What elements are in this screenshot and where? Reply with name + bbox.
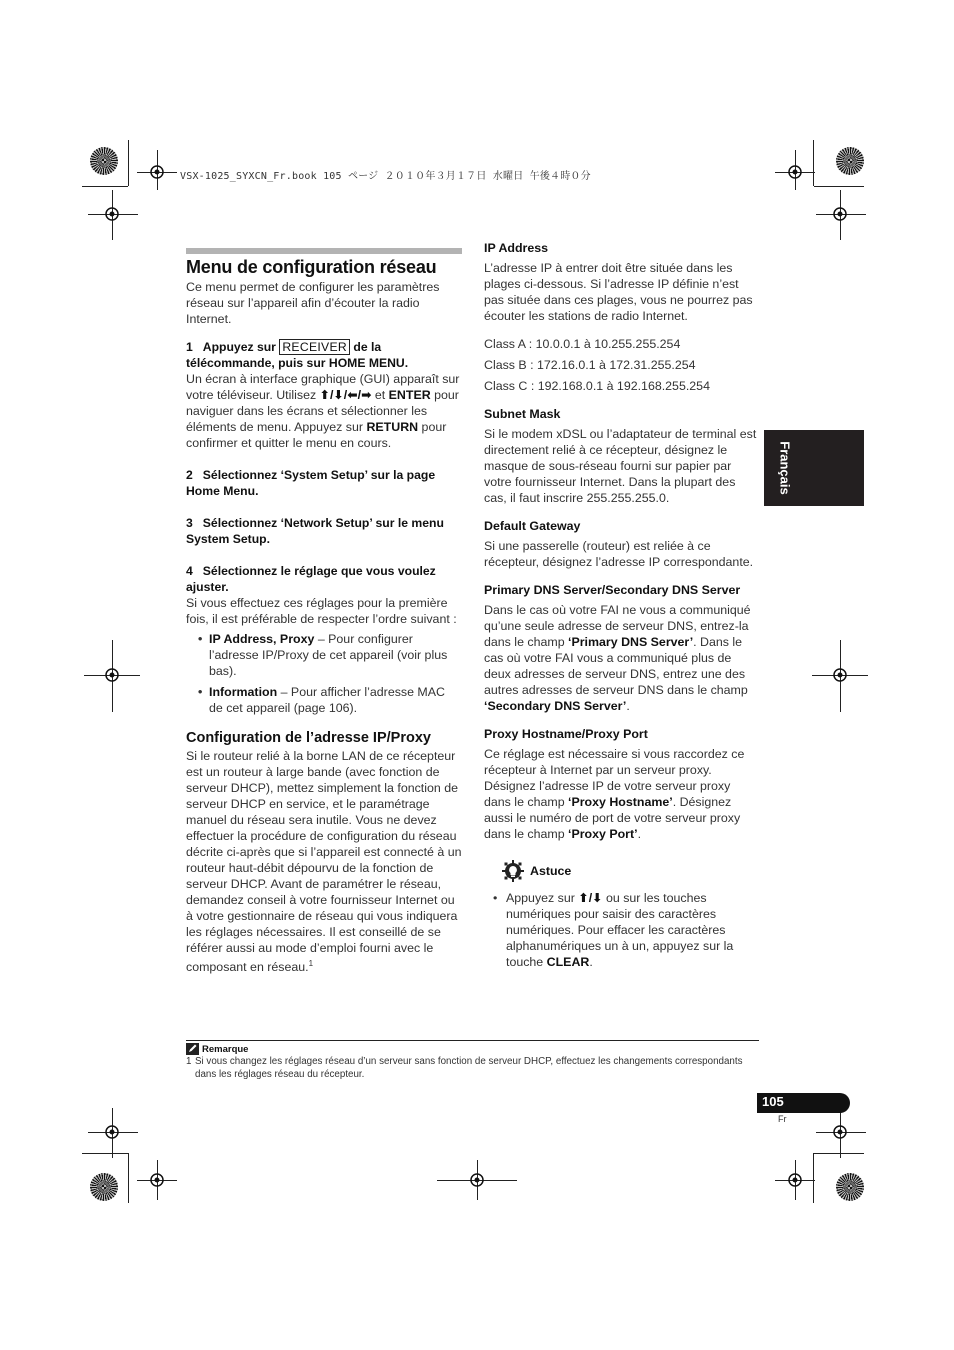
registration-target-icon: [102, 204, 122, 224]
registration-target-icon: [147, 162, 167, 182]
subnet-mask-heading: Subnet Mask: [484, 407, 561, 421]
arrow-keys: ⬆/⬇/⬅/➡: [319, 388, 372, 402]
ip-address-body: L’adresse IP à entrer doit être située dans les plages ci-dessous. Si l’adresse IP définie n’est pas située dans ces plages, vous ne pourrez pas écouter les stations de radio Internet.: [484, 261, 753, 323]
dns-server-heading: Primary DNS Server/Secondary DNS Server: [484, 583, 741, 597]
left-column: [186, 248, 462, 987]
class-c-range: Class C : 192.168.0.1 à 192.168.255.254: [484, 379, 710, 393]
settings-list: [186, 631, 462, 716]
registration-target-icon: [102, 1122, 122, 1142]
receiver-key-label: RECEIVER: [279, 339, 350, 355]
step-4-body: Si vous effectuez ces réglages pour la première fois, il est préférable de respecter l’ordre suivant :: [186, 596, 457, 626]
step-4: 4 Sélectionnez le réglage que vous voulez ajuster.: [186, 564, 436, 594]
pencil-note-icon: [186, 1043, 199, 1055]
registration-target-icon: [147, 1170, 167, 1190]
rosette-mark-icon: [90, 1173, 118, 1201]
step-1: 1 Appuyez sur RECEIVER de la télécommande, puis sur HOME MENU.: [186, 340, 409, 370]
default-gateway-body: Si une passerelle (routeur) est reliée à ce récepteur, désignez l’adresse IP correspondante.: [484, 539, 754, 569]
rosette-mark-icon: [90, 147, 118, 175]
registration-target-icon: [102, 665, 122, 685]
rosette-mark-icon: [836, 1173, 864, 1201]
registration-target-icon: [830, 665, 850, 685]
language-tab-label: Français: [777, 441, 793, 495]
dns-server-body: Dans le cas où votre FAI ne vous a communiqué qu’une seule adresse de serveur DNS, entrez-la dans le champ ‘Primary DNS Server’. Dans le cas où votre FAI vous a communiqué plus de deux adresses de serveur DNS, entrez une des autres adresses de serveur DNS dans le champ ‘Secondary DNS Server’.: [484, 603, 751, 713]
class-b-range: Class B : 172.16.0.1 à 172.31.255.254: [484, 358, 696, 372]
footnote-ref: 1: [308, 959, 314, 968]
registration-target-icon: [785, 1170, 805, 1190]
rosette-mark-icon: [836, 147, 864, 175]
page-title: Menu de configuration réseau: [186, 257, 437, 277]
section-subtitle: Configuration de l’adresse IP/Proxy: [186, 730, 431, 746]
footnote-text: Si vous changez les réglages réseau d’un serveur sans fonction de serveur DHCP, effectuez les changements correspondants dans les réglages réseau du récepteur.: [195, 1056, 743, 1080]
page-language: Fr: [778, 1114, 787, 1124]
default-gateway-heading: Default Gateway: [484, 519, 581, 533]
tip-list: [484, 890, 759, 970]
return-key: RETURN: [366, 420, 419, 434]
footnote-number: 1: [186, 1056, 192, 1067]
proxy-body: Ce réglage est nécessaire si vous raccordez ce récepteur à Internet par un serveur proxy. Désignez l’adresse IP de votre serveur proxy dans le champ ‘Proxy Hostname’. Désignez aussi le numéro de port de votre serveur proxy dans le champ ‘Proxy Port’.: [484, 747, 745, 841]
print-header: VSX-1025_SYXCN_Fr.book 105 ページ ２０１０年３月１７日 水曜日 午後４時０分: [180, 171, 591, 182]
registration-target-icon: [467, 1170, 487, 1190]
tip-title: Astuce: [530, 864, 572, 878]
registration-target-icon: [830, 1122, 850, 1142]
list-item: • IP Address, Proxy – Pour configurer l’adresse IP/Proxy de cet appareil (voir plus bas).: [198, 631, 462, 679]
registration-target-icon: [830, 204, 850, 224]
remark-title: Remarque: [202, 1043, 249, 1055]
footnote-rule: [186, 1040, 759, 1041]
title-bar: [186, 248, 462, 254]
list-item: • Information – Pour afficher l’adresse MAC de cet appareil (page 106).: [198, 684, 462, 716]
list-item: • Appuyez sur ⬆/⬇ ou sur les touches numériques pour saisir des caractères numériques. Pour effacer les caractères alphanumériques un à un, appuyez sur la touche CLEAR.: [506, 890, 759, 970]
subnet-mask-body: Si le modem xDSL ou l’adaptateur de terminal est directement relié à ce récepteur, désignez le masque de sous-réseau fourni sur papier par votre fournisseur Internet. Dans la plupart des cas, il faut inscrire 255.255.255.0.: [484, 427, 757, 505]
proxy-heading: Proxy Hostname/Proxy Port: [484, 727, 648, 741]
intro-paragraph: Ce menu permet de configurer les paramètres réseau sur l’appareil afin d’écouter la radio Internet.: [186, 280, 440, 326]
class-a-range: Class A : 10.0.0.1 à 10.255.255.254: [484, 337, 681, 351]
page-number: 105: [762, 1094, 784, 1109]
step-2: 2 Sélectionnez ‘System Setup’ sur la page Home Menu.: [186, 468, 436, 498]
step-1-body: Un écran à interface graphique (GUI) apparaît sur votre téléviseur. Utilisez ⬆/⬇/⬅/➡ et ENTER pour naviguer dans les écrans et sélectionner les éléments de menu. Appuyez sur RETURN pour confirmer et quitter le menu en cours.: [186, 372, 460, 450]
enter-key: ENTER: [388, 388, 431, 402]
registration-target-icon: [785, 162, 805, 182]
ip-address-heading: IP Address: [484, 241, 549, 255]
remark-header: [186, 1043, 248, 1055]
tip-header: [502, 860, 759, 882]
footnote: [186, 1055, 746, 1081]
section-body: Si le routeur relié à la borne LAN de ce récepteur est un routeur à large bande (avec fonction de serveur DHCP), mettez simplement la fonction de serveur DHCP en service, et le paramétrage manuel du réseau sera inutile. Vous ne devez effectuer la procédure de configuration du réseau décrite ci-après que si l’appareil est connecté à un routeur haut-débit dépourvu de la fonction de serveur DHCP. Avant de paramétrer le réseau, demandez conseil à votre fournisseur Internet ou à votre gestionnaire de réseau qui vous indiquera les réglages nécessaires. Il est conseillé de se référer aussi au mode d’emploi fourni avec le composant en réseau.$^1$: [186, 749, 462, 975]
step-3: 3 Sélectionnez ‘Network Setup’ sur le menu System Setup.: [186, 516, 444, 546]
right-column: [484, 240, 759, 970]
step-number: 1: [186, 340, 193, 354]
lightbulb-gear-icon: [502, 860, 524, 882]
